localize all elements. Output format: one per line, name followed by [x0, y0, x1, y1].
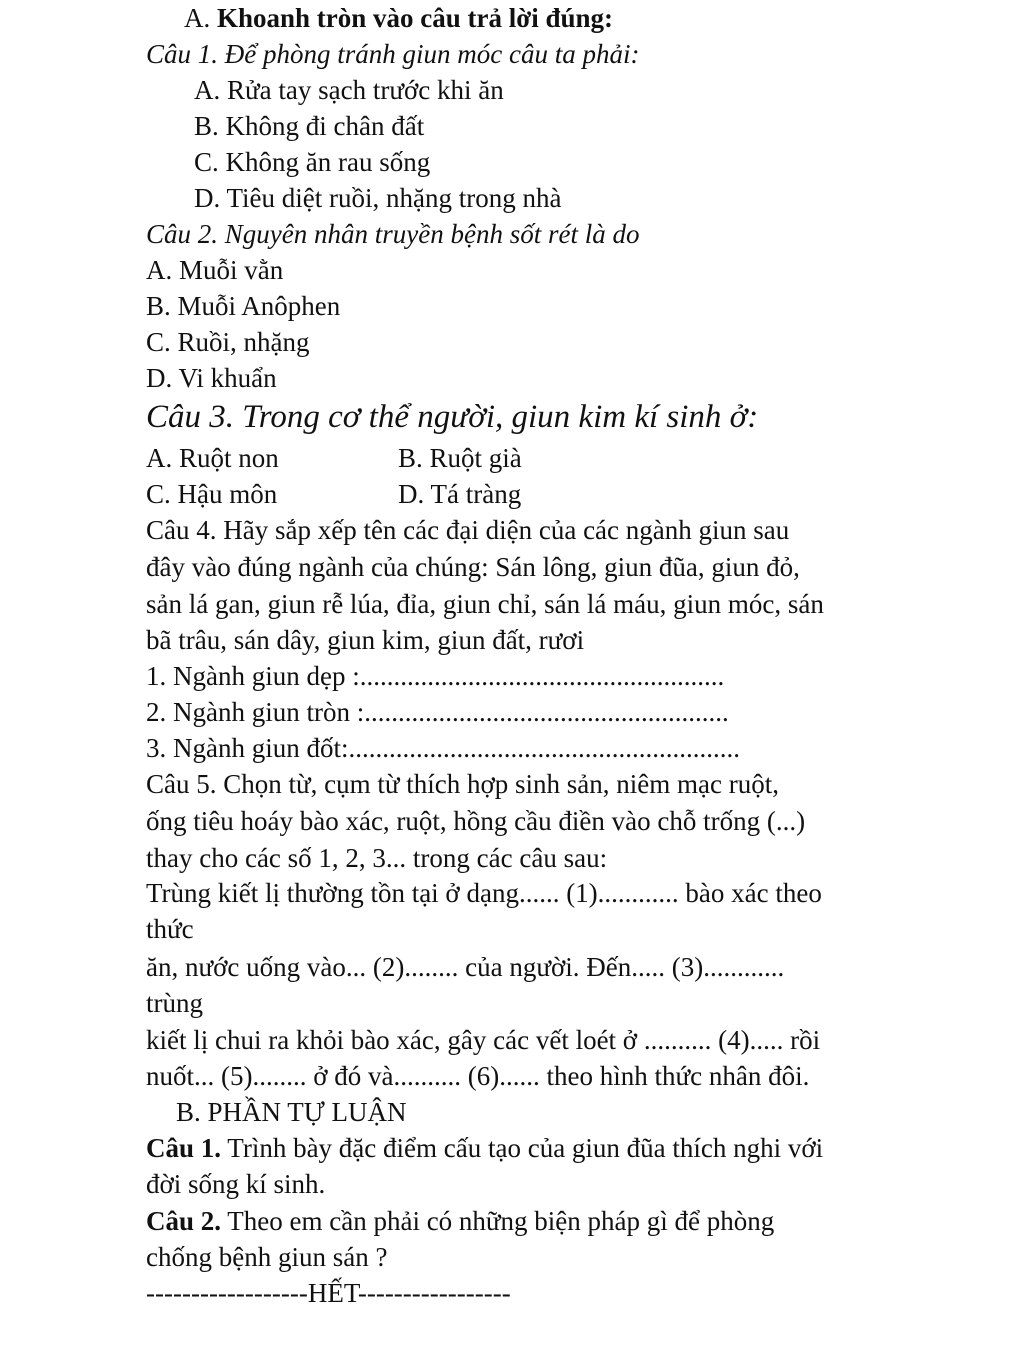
- part-a-heading: [184, 2, 613, 34]
- q2-option-a[interactable]: A. Muỗi vằn: [146, 255, 284, 285]
- q5-line-1: Câu 5. Chọn từ, cụm từ thích hợp sinh sản, niêm mạc ruột,: [146, 769, 779, 799]
- q2-question: Câu 2. Nguyên nhân truyền bệnh sốt rét là do: [146, 219, 640, 249]
- q4-answer-1[interactable]: 1. Ngành giun dẹp :......................................................: [146, 661, 725, 691]
- essay-q2-text: Theo em cần phải có những biện pháp gì để phòng: [221, 1206, 775, 1236]
- essay-q1: [146, 1132, 823, 1164]
- q5-line-4: Trùng kiết lị thường tồn tại ở dạng...... (1)............ bào xác theo: [146, 878, 822, 908]
- essay-q2-text-cont: chống bệnh giun sán ?: [146, 1242, 388, 1272]
- q5-line-2: ống tiêu hoáy bào xác, ruột, hồng cầu điền vào chỗ trống (...): [146, 806, 806, 836]
- part-b-heading: B. PHẦN TỰ LUẬN: [176, 1097, 407, 1127]
- q4-line-2: đây vào đúng ngành của chúng: Sán lông, giun đũa, giun đỏ,: [146, 552, 800, 582]
- q1-question: Câu 1. Để phòng tránh giun móc câu ta phải:: [146, 39, 640, 69]
- end-marker: ------------------HẾT-----------------: [146, 1278, 511, 1308]
- q3-option-b[interactable]: B. Ruột già: [398, 443, 522, 473]
- q5-line-5: thức: [146, 914, 194, 944]
- q5-line-9: nuốt... (5)........ ở đó và.......... (6)...... theo hình thức nhân đôi.: [146, 1061, 810, 1091]
- essay-q1-text-cont: đời sống kí sinh.: [146, 1169, 326, 1199]
- q1-option-b[interactable]: B. Không đi chân đất: [194, 111, 425, 141]
- essay-q2-label: Câu 2.: [146, 1206, 222, 1236]
- q3-option-a[interactable]: A. Ruột non: [146, 443, 279, 473]
- q4-line-4: bã trâu, sán dây, giun kim, giun đất, rươi: [146, 625, 585, 655]
- part-a-prefix: A.: [184, 3, 211, 33]
- part-a-title: Khoanh tròn vào câu trả lời đúng:: [217, 3, 614, 33]
- q2-option-c[interactable]: C. Ruồi, nhặng: [146, 327, 310, 357]
- q4-answer-3[interactable]: 3. Ngành giun đốt:..........................................................: [146, 733, 740, 763]
- q1-option-a[interactable]: A. Rửa tay sạch trước khi ăn: [194, 75, 504, 105]
- q3-question: Câu 3. Trong cơ thể người, giun kim kí sinh ở:: [146, 399, 759, 435]
- essay-q2: [146, 1205, 774, 1237]
- q4-answer-2[interactable]: 2. Ngành giun tròn :......................................................: [146, 697, 729, 727]
- q4-line-3: sản lá gan, giun rễ lúa, đỉa, giun chỉ, sán lá máu, giun móc, sán: [146, 589, 824, 619]
- essay-q1-text: Trình bày đặc điểm cấu tạo của giun đũa thích nghi với: [221, 1133, 824, 1163]
- essay-q1-label: Câu 1.: [146, 1133, 222, 1163]
- q2-option-b[interactable]: B. Muỗi Anôphen: [146, 291, 341, 321]
- q5-line-6: ăn, nước uống vào... (2)........ của người. Đến..... (3)............: [146, 952, 785, 982]
- q1-option-d[interactable]: D. Tiêu diệt ruồi, nhặng trong nhà: [194, 183, 562, 213]
- q2-option-d[interactable]: D. Vi khuẩn: [146, 363, 277, 393]
- q4-line-1: Câu 4. Hãy sắp xếp tên các đại diện của các ngành giun sau: [146, 515, 790, 545]
- q3-option-c[interactable]: C. Hậu môn: [146, 479, 278, 509]
- q5-line-7: trùng: [146, 988, 203, 1018]
- q3-option-d[interactable]: D. Tá tràng: [398, 479, 522, 509]
- q1-option-c[interactable]: C. Không ăn rau sống: [194, 147, 431, 177]
- q5-line-3: thay cho các số 1, 2, 3... trong các câu sau:: [146, 843, 608, 873]
- q5-line-8: kiết lị chui ra khỏi bào xác, gây các vết loét ở .......... (4)..... rồi: [146, 1025, 821, 1055]
